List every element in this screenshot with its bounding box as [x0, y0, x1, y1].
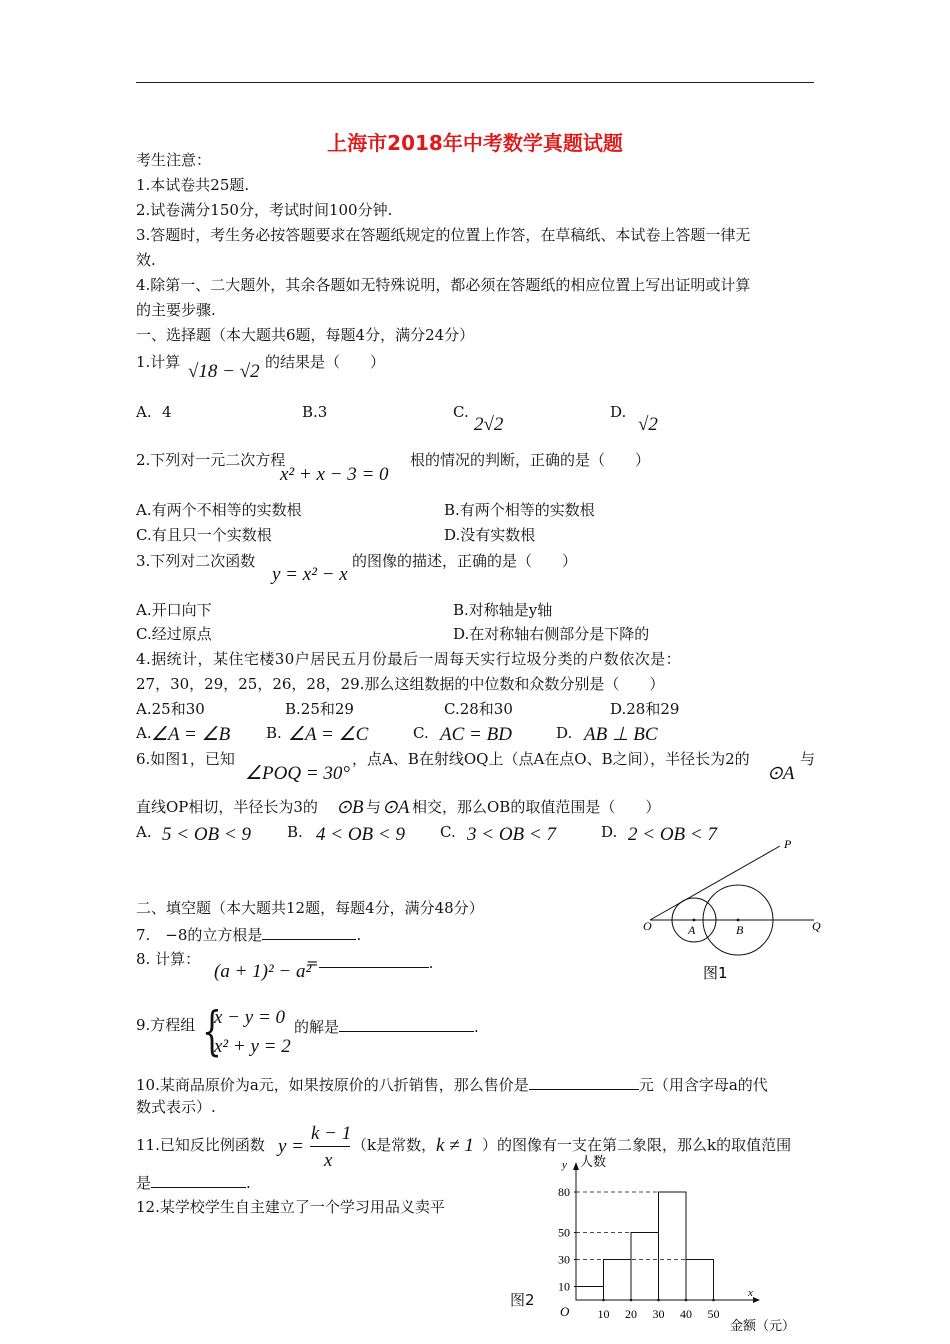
q5-option-a: ∠A = ∠B	[151, 724, 231, 745]
q10-answer-blank[interactable]	[529, 1076, 639, 1090]
histogram-bars	[576, 1192, 714, 1300]
y-tick-label: 80	[558, 1185, 570, 1199]
q11-condition: k ≠ 1	[436, 1135, 474, 1156]
histogram-labels	[558, 1185, 720, 1321]
q11-stem: 11.已知反比例函数	[136, 1136, 265, 1154]
q1-option-a: 4	[162, 403, 172, 421]
q1-tail: 的结果是（ ）	[265, 353, 386, 371]
label-p: P	[784, 837, 792, 851]
q1-expression: √18 − √2	[188, 361, 260, 382]
x-tick-label: 20	[625, 1307, 637, 1321]
q4-option-b: B.25和29	[285, 700, 354, 718]
q11-line2	[136, 1174, 251, 1191]
x-tick-label: 40	[680, 1307, 692, 1321]
figure-2-caption: 图2	[510, 1291, 535, 1309]
q6-option-c: 3 < OB < 7	[467, 824, 556, 845]
q1-option-d-label: D.	[610, 403, 627, 421]
y-axis-title: 人数	[580, 1155, 607, 1170]
q6-stem: 6.如图1，已知	[136, 750, 235, 768]
notice-item: 3.答题时，考生务必按答题要求在答题纸规定的位置上作答，在草稿纸、本试卷上答题一律无	[136, 226, 751, 244]
q8-answer	[306, 954, 433, 971]
q11-answer-blank[interactable]	[151, 1174, 246, 1188]
q6-mid: ，点A、B在射线OQ上（点A在点O、B之间），半径长为2的	[352, 750, 750, 768]
q6-option-a: 5 < OB < 9	[162, 824, 251, 845]
page-title: 上海市2018年中考数学真题试题	[327, 131, 623, 155]
q9-tail: 的解是	[294, 1018, 340, 1036]
q4-line2: 27，30，29，25，26，28，29.那么这组数据的中位数和众数分别是（ ）	[136, 675, 665, 693]
q5-option-c-label: C.	[413, 724, 429, 742]
label-o: O	[643, 919, 652, 933]
q2-tail: 根的情况的判断，正确的是（ ）	[410, 451, 651, 469]
q6-angle: ∠POQ = 30°	[245, 763, 351, 784]
q6-circle-a2: ⊙A	[382, 797, 410, 818]
histogram-bar	[659, 1192, 687, 1300]
q10-line1	[136, 1076, 768, 1093]
q7-stem: 7. −8的立方根是	[136, 926, 263, 944]
q11-fraction-bar	[310, 1146, 350, 1147]
q6-circle-a: ⊙A	[767, 763, 795, 784]
q2-option-a: A.有两个不相等的实数根	[136, 501, 302, 519]
q2-option-b: B.有两个相等的实数根	[444, 501, 595, 519]
figure-1-caption: 图1	[703, 964, 728, 982]
q6-option-c-label: C.	[440, 823, 456, 841]
histogram-guides	[574, 1192, 715, 1301]
q3-option-b: B.对称轴是y轴	[453, 601, 553, 619]
q3-option-c: C.经过原点	[136, 625, 212, 643]
notice-item: 效.	[136, 251, 156, 269]
notice-header: 考生注意：	[136, 151, 212, 169]
q6-circle-b: ⊙B	[336, 797, 364, 818]
q1-option-b: B.3	[302, 403, 328, 421]
q6-option-b-label: B.	[287, 823, 303, 841]
q9-stem: 9.方程组	[136, 1016, 196, 1034]
q11-tail: ）的图像有一支在第二象限，那么k的取值范围	[482, 1136, 792, 1154]
point-b	[737, 919, 740, 922]
ray-op	[650, 846, 780, 920]
q9-equation-1: x − y = 0	[214, 1007, 286, 1028]
q11-end: .	[246, 1174, 251, 1192]
q6-option-d: 2 < OB < 7	[628, 824, 717, 845]
q1-stem: 1.计算	[136, 353, 181, 371]
point-a	[693, 919, 696, 922]
figure-2-histogram	[548, 1150, 800, 1340]
q8-answer-blank[interactable]	[319, 954, 429, 968]
q6-option-a-label: A.	[136, 823, 152, 841]
q7-answer-blank[interactable]	[262, 926, 356, 940]
y-tick-label: 10	[558, 1279, 570, 1294]
q2-expression: x² + x − 3 = 0	[280, 464, 389, 485]
q10-line2: 数式表示）.	[136, 1098, 216, 1116]
label-q: Q	[812, 919, 821, 933]
figure-1-diagram	[630, 832, 830, 992]
x-tick-label: 50	[707, 1307, 720, 1321]
q11-denominator: x	[324, 1150, 333, 1171]
q4-option-a: A.25和30	[136, 700, 205, 718]
origin-label: O	[560, 1304, 570, 1319]
q5-option-d: AB ⊥ BC	[584, 724, 658, 745]
q12-text: 12.某学校学生自主建立了一个学习用品义卖平	[136, 1198, 445, 1216]
histogram-axes	[573, 1162, 760, 1303]
x-axis-title: 金额（元）	[730, 1319, 796, 1334]
q9-answer-blank[interactable]	[339, 1018, 474, 1032]
histogram-bar	[631, 1233, 659, 1301]
histogram-bar	[576, 1287, 604, 1301]
q9-answer	[294, 1018, 479, 1035]
q9-equation-2: x² + y = 2	[214, 1036, 291, 1057]
q9-brace: {	[202, 1002, 222, 1062]
q7-text	[136, 926, 361, 943]
notice-item: 1.本试卷共25题.	[136, 176, 250, 194]
label-b: B	[736, 923, 744, 937]
x-tick-label: 30	[652, 1307, 665, 1321]
q5-option-d-label: D.	[556, 724, 573, 742]
x-tick-label: 10	[597, 1307, 610, 1321]
q1-option-a-label: A.	[136, 403, 152, 421]
section2-header: 二、填空题（本大题共12题，每题4分，满分48分）	[136, 899, 484, 917]
histogram-bar	[686, 1260, 714, 1301]
q10-tail: 元（用含字母a的代	[638, 1076, 768, 1094]
q1-option-c-label: C.	[453, 403, 469, 421]
q3-tail: 的图像的描述，正确的是（ ）	[352, 552, 578, 570]
q1-option-d: √2	[638, 414, 658, 435]
y-tick-label: 50	[558, 1225, 570, 1240]
q4-line1: 4.据统计，某住宅楼30户居民五月份最后一周每天实行垃圾分类的户数依次是：	[136, 650, 682, 668]
q9-end: .	[474, 1018, 479, 1036]
q2-option-c: C.有且只一个实数根	[136, 526, 272, 544]
q11-mid: （k是常数，	[352, 1136, 437, 1154]
q6-line2-c: 相交，那么OB的取值范围是（ ）	[412, 798, 661, 816]
q6-option-d-label: D.	[601, 823, 618, 841]
q3-option-a: A.开口向下	[136, 601, 212, 619]
q7-end: .	[356, 926, 362, 944]
q6-tail: 与	[800, 750, 816, 768]
y-tick-label: 30	[558, 1252, 570, 1267]
x-axis-label: x	[748, 1287, 753, 1299]
histogram-bar	[604, 1260, 632, 1301]
q11-line2-stem: 是	[136, 1174, 152, 1192]
header-rule	[136, 82, 814, 83]
q5-option-b-label: B.	[266, 724, 282, 742]
section1-header: 一、选择题（本大题共6题，每题4分，满分24分）	[136, 326, 475, 344]
y-axis-label: y	[562, 1159, 567, 1171]
q8-end: .	[428, 954, 434, 972]
q6-line2-b: 与	[366, 798, 382, 816]
q8-stem: 8. 计算：	[136, 950, 201, 968]
q2-option-d: D.没有实数根	[444, 526, 536, 544]
q4-option-d: D.28和29	[610, 700, 680, 718]
label-a: A	[688, 923, 696, 937]
q3-expression: y = x² − x	[272, 564, 348, 585]
q5-option-b: ∠A = ∠C	[288, 724, 369, 745]
q8-equals: =	[306, 954, 319, 972]
x-axis-arrow	[753, 1297, 760, 1303]
q1-option-c: 2√2	[474, 414, 504, 435]
q3-stem: 3.下列对二次函数	[136, 552, 256, 570]
q11-numerator: k − 1	[311, 1123, 352, 1144]
q6-option-b: 4 < OB < 9	[316, 824, 405, 845]
q11-lhs: y =	[278, 1136, 305, 1157]
q10-stem: 10.某商品原价为a元，如果按原价的八折销售，那么售价是	[136, 1076, 529, 1094]
y-axis-arrow	[573, 1162, 579, 1170]
q5-option-c: AC = BD	[440, 724, 512, 745]
notice-item: 2.试卷满分150分，考试时间100分钟.	[136, 201, 393, 219]
notice-item: 4.除第一、二大题外，其余各题如无特殊说明，都必须在答题纸的相应位置上写出证明或计算	[136, 276, 751, 294]
q8-expression: (a + 1)² − a²	[214, 961, 312, 982]
q5-option-a-label: A.	[136, 724, 152, 742]
q4-option-c: C.28和30	[444, 700, 513, 718]
q3-option-d: D.在对称轴右侧部分是下降的	[453, 625, 650, 643]
q6-line2-a: 直线OP相切，半径长为3的	[136, 798, 318, 816]
notice-item: 的主要步骤.	[136, 301, 216, 319]
q2-stem: 2.下列对一元二次方程	[136, 451, 286, 469]
